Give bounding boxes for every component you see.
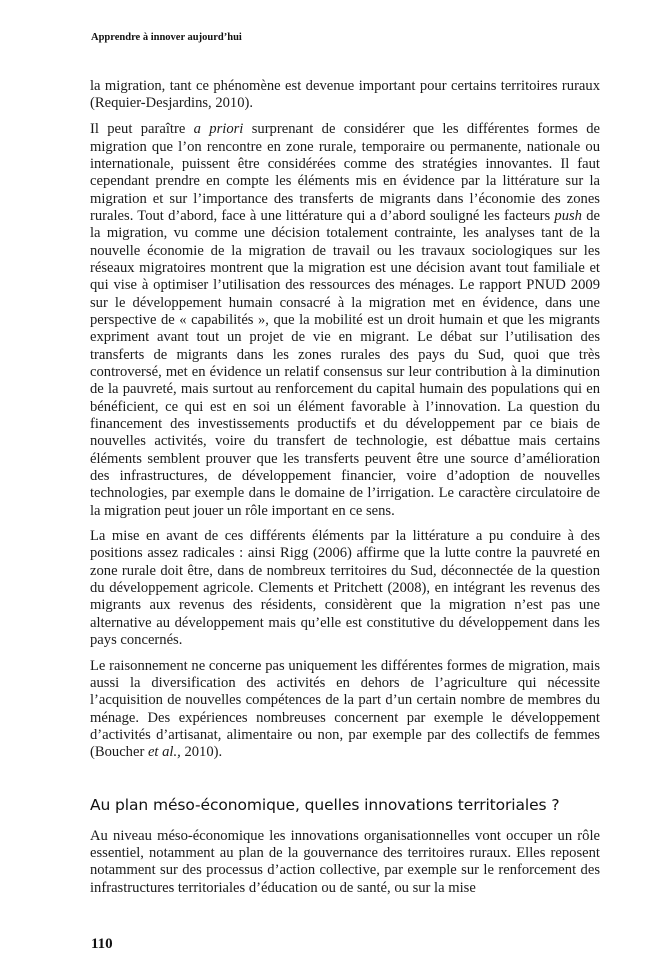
paragraph-radical-positions: La mise en avant de ces différents éléments par la littérature a pu conduire à des positions assez radicales : ainsi Rigg (2006) affirme que la lutte contre la pauvreté en zone rurale doit être, dans de nombreux territoires du Sud, déconnectée de la question du développement agricole. Clements et Pritchett (2008), en intégrant les revenus des migrants aux revenus des résidents, considèrent que la migration n’est pas une alternative au développement mais qu’elle est constitutive du développement dans les pays concernés. — [90, 528, 600, 649]
running-head: Apprendre à innover aujourd’hui — [91, 32, 242, 43]
text-run: Le raisonnement ne concerne pas uniquement les différentes formes de migration, mais aussi la diversification des activités en dehors de l’agriculture qui nécessite l’acquisition de nouvelles compétences de la part d’un certain nombre de membres du ménage. Des expériences nombreuses concernent par exemple le développement d’activités d’artisanat, alimentaire ou non, par exemple par des collectifs de femmes (Boucher — [90, 657, 600, 761]
italic-term-a-priori: a priori — [193, 121, 244, 138]
page-number: 110 — [91, 936, 113, 952]
body-text-column — [90, 78, 600, 905]
paragraph-continuation: la migration, tant ce phénomène est devenue important pour certains territoires ruraux (Requier-Desjardins, 2010). — [90, 78, 600, 112]
italic-term-push: push — [554, 207, 582, 224]
text-run: Il peut paraître — [90, 121, 194, 138]
paragraph-migration-strategies — [90, 121, 600, 520]
text-run: de la migration, vu comme une décision totalement contrainte, les analyses tant de la nouvelle économie de la migration de travail ou les travaux sociologiques sur les réseaux migratoires montrent que la migration est une décision avant tout familiale et qui vise à optimiser l’utilisation des ressources des ménages. Le rapport PNUD 2009 sur le développement humain consacré à la migration met en évidence, dans une perspective de « capabilités », que la mobilité est un droit humain et que les migrants expriment avant tout un projet de vie en migrant. Le débat sur l’utilisation des transferts de migrants dans les zones rurales des pays du Sud, quoi que très controversé, met en évidence un relatif consensus sur leur contribution à la diminution de la pauvreté, mais surtout au renforcement du capital humain des populations qui en bénéficient, ce qui est en soi un élément favorable à l’innovation. La question du financement des investissements productifs et du développement par ce biais de nouvelles activités, voire du transfert de technologie, est débattue mais certains éléments semblent prouver que les transferts peuvent être une source d’amélioration des infrastructures, de développement financier, voire d’adoption de nouvelles technologies, par exemple dans le domaine de l’irrigation. Le caractère circulatoire de la migration peut jouer un rôle important en ce sens. — [90, 207, 600, 519]
italic-et-al: et al., — [147, 744, 181, 761]
section-heading: Au plan méso-économique, quelles innovations territoriales ? — [90, 795, 560, 814]
paragraph-diversification — [90, 658, 600, 762]
text-run: surprenant de considérer que les différentes formes de migration que l’on rencontre en zone rurale, temporaire ou permanente, nationale ou internationale, puissent être considérées comme des stratégies innovantes. Il faut cependant prendre en compte les éléments mis en évidence par la littérature sur la migration et sur l’importance des transferts de migrants dans l’économie des zones rurales. Tout d’abord, face à une littérature qui a d’abord souligné les facteurs — [90, 121, 601, 224]
paragraph-meso-level: Au niveau méso-économique les innovations organisationnelles vont occuper un rôle essentiel, notamment au plan de la gouvernance des territoires ruraux. Elles reposent notamment sur des processus d’action collective, par exemple sur le renforcement des infrastructures territoriales d’éducation ou de santé, ou sur la mise — [90, 827, 600, 896]
text-run: 2010). — [180, 744, 223, 761]
